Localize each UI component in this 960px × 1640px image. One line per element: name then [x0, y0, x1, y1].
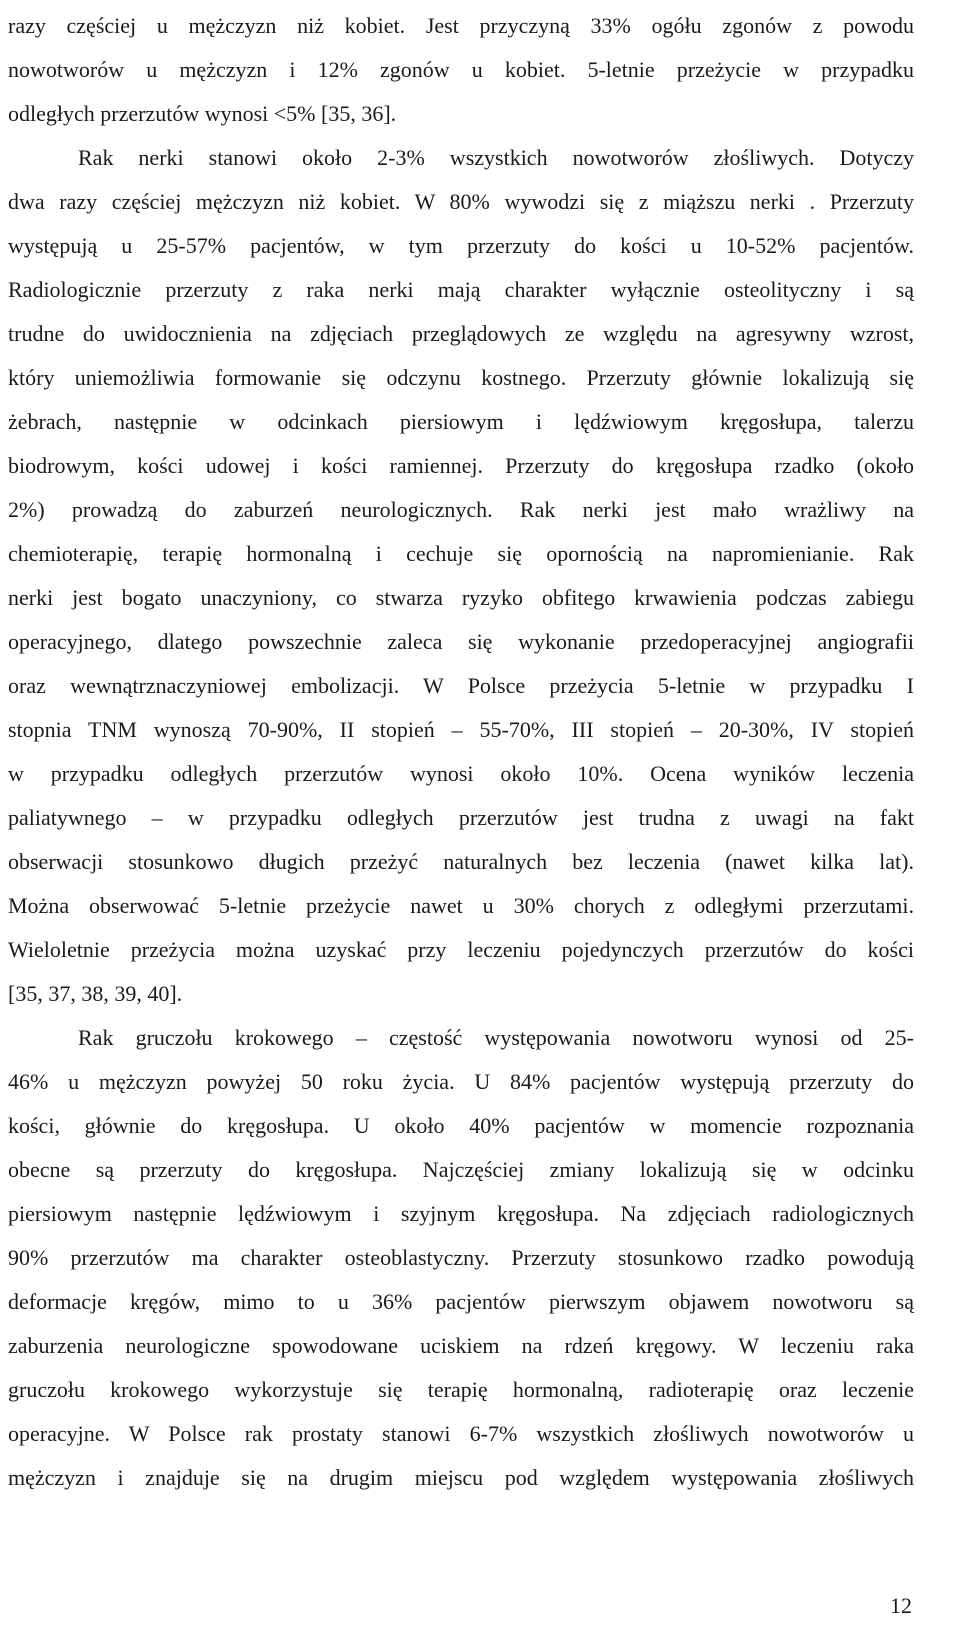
- text-line: występują u 25-57% pacjentów, w tym przerzuty do kości u 10-52% pacjentów.: [8, 233, 914, 258]
- text-line: nerki jest bogato unaczyniony, co stwarza ryzyko obfitego krwawienia podczas zabiegu: [8, 585, 914, 610]
- text-line: obserwacji stosunkowo długich przeżyć naturalnych bez leczenia (nawet kilka lat).: [8, 849, 914, 874]
- text-line: żebrach, następnie w odcinkach piersiowym i lędźwiowym kręgosłupa, talerzu: [8, 409, 914, 434]
- text-line: kości, głównie do kręgosłupa. U około 40% pacjentów w momencie rozpoznania: [8, 1113, 914, 1138]
- text-line: biodrowym, kości udowej i kości ramiennej. Przerzuty do kręgosłupa rzadko (około: [8, 453, 914, 478]
- text-line: [35, 37, 38, 39, 40].: [8, 981, 183, 1006]
- text-line: Radiologicznie przerzuty z raka nerki mają charakter wyłącznie osteolityczny i są: [8, 277, 914, 302]
- text-line: gruczołu krokowego wykorzystuje się terapię hormonalną, radioterapię oraz leczenie: [8, 1377, 914, 1402]
- text-line: trudne do uwidocznienia na zdjęciach przeglądowych ze względu na agresywny wzrost,: [8, 321, 914, 346]
- text-line: razy częściej u mężczyzn niż kobiet. Jest przyczyną 33% ogółu zgonów z powodu: [8, 13, 914, 38]
- page-number: 12: [890, 1593, 912, 1618]
- text-line: Wieloletnie przeżycia można uzyskać przy leczeniu pojedynczych przerzutów do kości: [8, 937, 914, 962]
- text-line: 2%) prowadzą do zaburzeń neurologicznych. Rak nerki jest mało wrażliwy na: [8, 497, 914, 522]
- text-line: nowotworów u mężczyzn i 12% zgonów u kobiet. 5-letnie przeżycie w przypadku: [8, 57, 914, 82]
- text-line: oraz wewnątrznaczyniowej embolizacji. W Polsce przeżycia 5-letnie w przypadku I: [8, 673, 914, 698]
- text-line: w przypadku odległych przerzutów wynosi około 10%. Ocena wyników leczenia: [8, 761, 914, 786]
- document-page: [8, 0, 914, 1640]
- text-line: dwa razy częściej mężczyzn niż kobiet. W 80% wywodzi się z miąższu nerki . Przerzuty: [8, 189, 914, 214]
- text-line: zaburzenia neurologiczne spowodowane uciskiem na rdzeń kręgowy. W leczeniu raka: [8, 1333, 914, 1358]
- text-line: obecne są przerzuty do kręgosłupa. Najczęściej zmiany lokalizują się w odcinku: [8, 1157, 914, 1182]
- text-line: który uniemożliwia formowanie się odczynu kostnego. Przerzuty głównie lokalizują się: [8, 365, 914, 390]
- text-line: 46% u mężczyzn powyżej 50 roku życia. U 84% pacjentów występują przerzuty do: [8, 1069, 914, 1094]
- text-line: operacyjne. W Polsce rak prostaty stanowi 6-7% wszystkich złośliwych nowotworów u: [8, 1421, 914, 1446]
- text-line: mężczyzn i znajduje się na drugim miejscu pod względem występowania złośliwych: [8, 1465, 914, 1490]
- paragraph-first-line: Rak nerki stanowi około 2-3% wszystkich nowotworów złośliwych. Dotyczy: [78, 145, 914, 170]
- text-line: 90% przerzutów ma charakter osteoblastyczny. Przerzuty stosunkowo rzadko powodują: [8, 1245, 914, 1270]
- text-line: operacyjnego, dlatego powszechnie zaleca się wykonanie przedoperacyjnej angiografii: [8, 629, 914, 654]
- paragraph-first-line: Rak gruczołu krokowego – częstość występowania nowotworu wynosi od 25-: [78, 1025, 914, 1050]
- text-line: paliatywnego – w przypadku odległych przerzutów jest trudna z uwagi na fakt: [8, 805, 914, 830]
- text-line: Można obserwować 5-letnie przeżycie nawet u 30% chorych z odległymi przerzutami.: [8, 893, 914, 918]
- text-line: piersiowym następnie lędźwiowym i szyjnym kręgosłupa. Na zdjęciach radiologicznych: [8, 1201, 914, 1226]
- text-line: chemioterapię, terapię hormonalną i cechuje się opornością na napromienianie. Rak: [8, 541, 914, 566]
- text-line: stopnia TNM wynoszą 70-90%, II stopień – 55-70%, III stopień – 20-30%, IV stopień: [8, 717, 914, 742]
- text-line: odległych przerzutów wynosi <5% [35, 36].: [8, 101, 397, 126]
- text-line: deformacje kręgów, mimo to u 36% pacjentów pierwszym objawem nowotworu są: [8, 1289, 914, 1314]
